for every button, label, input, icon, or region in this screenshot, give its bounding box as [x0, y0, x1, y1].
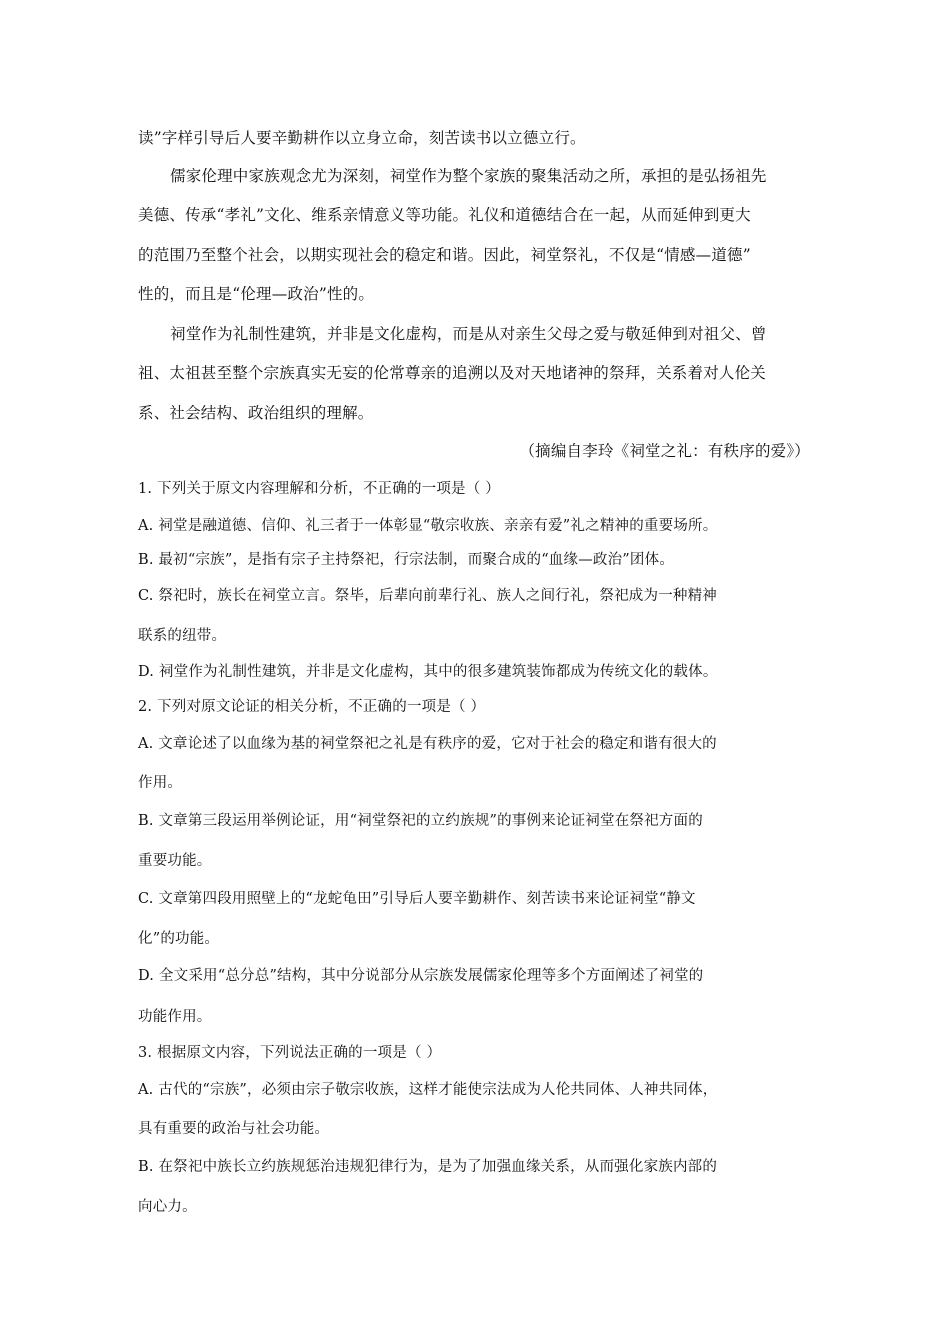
passage-line: 的范围乃至整个社会，以期实现社会的稳定和谐。因此，祠堂祭礼，不仅是“情感—道德”: [138, 246, 751, 264]
question-3-option-a-cont: 具有重要的政治与社会功能。: [138, 1121, 330, 1137]
question-1-option-b: B. 最初“宗族”，是指有宗子主持祭祀，行宗法制，而聚合成的“血缘—政治”团体。: [138, 552, 675, 568]
question-2-option-d-cont: 功能作用。: [138, 1009, 212, 1025]
question-3-stem: 3. 根据原文内容，下列说法正确的一项是（ ）: [138, 1045, 442, 1061]
passage-paragraph-start: 祠堂作为礼制性建筑，并非是文化虚构，而是从对亲生父母之爱与敬延伸到对祖父、曾: [170, 325, 767, 343]
question-1-stem: 1. 下列关于原文内容理解和分析，不正确的一项是（ ）: [138, 481, 500, 497]
passage-paragraph-start: 儒家伦理中家族观念尤为深刻，祠堂作为整个家族的聚集活动之所，承担的是弘扬祖先: [170, 167, 767, 185]
passage-line: 读”字样引导后人要辛勤耕作以立身立命，刻苦读书以立德立行。: [138, 129, 586, 147]
question-3-option-a: A. 古代的“宗族”，必须由宗子敬宗收族，这样才能使宗法成为人伦共同体、人神共同体，: [138, 1082, 718, 1098]
question-1-option-c: C. 祭祀时，族长在祠堂立言。祭毕，后辈向前辈行礼、族人之间行礼，祭祀成为一种精神: [138, 588, 717, 604]
passage-line: 祖、太祖甚至整个宗族真实无妄的伦常尊亲的追溯以及对天地诸神的祭拜，关系着对人伦关: [138, 364, 767, 382]
question-3-option-b: B. 在祭祀中族长立约族规惩治违规犯律行为，是为了加强血缘关系，从而强化家族内部的: [138, 1159, 718, 1175]
passage-source: （摘编自李玲《祠堂之礼：有秩序的爱》）: [519, 442, 810, 460]
question-2-option-d: D. 全文采用“总分总”结构，其中分说部分从宗族发展儒家伦理等多个方面阐述了祠堂的: [138, 968, 704, 984]
passage-line: 系、社会结构、政治组织的理解。: [138, 404, 374, 422]
question-2-option-a: A. 文章论述了以血缘为基的祠堂祭祀之礼是有秩序的爱，它对于社会的稳定和谐有很大的: [138, 736, 717, 752]
question-2-option-c: C. 文章第四段用照壁上的“龙蛇龟田”引导后人要辛勤耕作、刻苦读书来论证祠堂“静文: [138, 891, 696, 907]
passage-line: 美德、传承“孝礼”文化、维系亲情意义等功能。礼仪和道德结合在一起，从而延伸到更大: [138, 206, 751, 224]
question-1-option-c-cont: 联系的纽带。: [138, 628, 227, 644]
question-2-option-b: B. 文章第三段运用举例论证，用“祠堂祭祀的立约族规”的事例来论证祠堂在祭祀方面的: [138, 813, 703, 829]
question-2-option-b-cont: 重要功能。: [138, 853, 212, 869]
passage-line: 性的，而且是“伦理—政治”性的。: [138, 285, 375, 303]
question-1-option-d: D. 祠堂作为礼制性建筑，并非是文化虚构，其中的很多建筑装饰都成为传统文化的载体。: [138, 664, 718, 680]
question-3-option-b-cont: 向心力。: [138, 1199, 197, 1215]
question-2-stem: 2. 下列对原文论证的相关分析，不正确的一项是（ ）: [138, 699, 486, 715]
question-2-option-c-cont: 化”的功能。: [138, 931, 220, 947]
question-2-option-a-cont: 作用。: [138, 775, 183, 791]
question-1-option-a: A. 祠堂是融道德、信仰、礼三者于一体彰显“敬宗收族、亲亲有爱”礼之精神的重要场所。: [138, 518, 718, 534]
